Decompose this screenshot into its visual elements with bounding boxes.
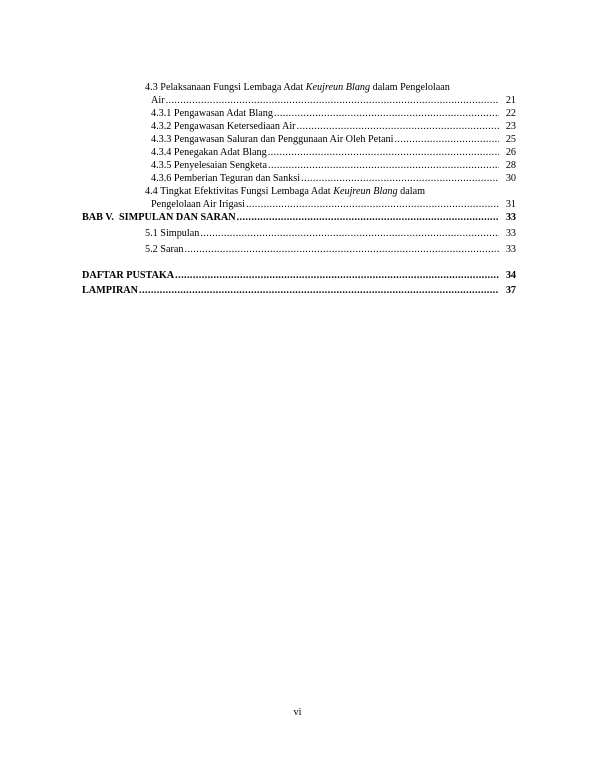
toc-leader-dots (246, 199, 499, 211)
toc-entry-4-4-text-italic: Keujreun Blang (333, 186, 398, 197)
toc-entry-4-3-text-pre: 4.3 Pelaksanaan Fungsi Lembaga Adat (145, 82, 306, 93)
toc-entry-label: 4.3.4 Penegakan Adat Blang (151, 147, 267, 158)
toc-entry-4-3-3[interactable] (151, 134, 501, 146)
toc-entry-4-3-6[interactable] (151, 173, 501, 185)
toc-entry-5-1[interactable] (145, 228, 501, 240)
toc-page-4-3-6: 30 (505, 173, 516, 184)
toc-entry-label: 4.3.5 Penyelesaian Sengketa (151, 160, 267, 171)
toc-entry-4-3-line2[interactable] (151, 95, 501, 107)
toc-entry-label: 4.3.6 Pemberian Teguran dan Sanksi (151, 173, 301, 184)
toc-leader-dots (274, 108, 499, 120)
toc-entry-4-4-label: Pengelolaan Air Irigasi (151, 199, 245, 210)
toc-entry-label: 4.3.2 Pengawasan Ketersediaan Air (151, 121, 296, 132)
toc-page-bab-5: 33 (505, 212, 516, 223)
toc-entry-daftar-pustaka[interactable] (82, 270, 501, 282)
toc-page-4-3-1: 22 (505, 108, 516, 119)
toc-page-5-2: 33 (505, 244, 516, 255)
toc-page-lampiran: 37 (505, 285, 516, 296)
toc-page-daftar-pustaka: 34 (505, 270, 516, 281)
toc-entry-4-4-text-post: dalam (397, 186, 426, 197)
toc-entry-4-3-text-italic: Keujreun Blang (305, 82, 371, 93)
toc-entry-5-2[interactable] (145, 244, 501, 256)
toc-leader-dots (166, 95, 499, 107)
toc-entry-bab-5[interactable] (82, 212, 501, 224)
toc-leader-dots (268, 160, 499, 172)
toc-leader-dots (184, 244, 499, 256)
toc-leader-dots (237, 212, 499, 224)
toc-page-4-3-4: 26 (505, 147, 516, 158)
toc-entry-label: 4.3.1 Pengawasan Adat Blang (151, 108, 273, 119)
toc-entry-label: 5.1 Simpulan (145, 228, 200, 239)
toc-page-4-3-5: 28 (505, 160, 516, 171)
toc-leader-dots (200, 228, 499, 240)
toc-entry-4-3-5[interactable] (151, 160, 501, 172)
toc-entry-label: 5.2 Saran (145, 244, 184, 255)
toc-entry-label: BAB V. SIMPULAN DAN SARAN (82, 212, 236, 223)
toc-leader-dots (139, 285, 499, 297)
toc-entry-label: 4.3.3 Pengawasan Saluran dan Penggunaan Air Oleh Petani (151, 134, 394, 145)
toc-page-5-1: 33 (505, 228, 516, 239)
toc-entry-4-3-label: Air (151, 95, 165, 106)
toc-entry-label: DAFTAR PUSTAKA (82, 270, 175, 281)
toc-leader-dots (175, 270, 499, 282)
toc-entry-4-4-text-pre: 4.4 Tingkat Efektivitas Fungsi Lembaga Adat (145, 186, 334, 197)
toc-leader-dots (297, 121, 499, 133)
toc-page-4-3-3: 25 (505, 134, 516, 145)
toc-entry-4-4-line2[interactable] (151, 199, 501, 211)
toc-leader-dots (268, 147, 499, 159)
toc-leader-dots (301, 173, 499, 185)
toc-entry-lampiran[interactable] (82, 285, 501, 297)
toc-entry-4-3-line1 (145, 82, 450, 94)
toc-leader-dots (394, 134, 499, 146)
toc-page-4-3: 21 (505, 95, 516, 106)
toc-entry-label: LAMPIRAN (82, 285, 139, 296)
toc-page-4-4: 31 (505, 199, 516, 210)
toc-entry-4-3-text-post: dalam Pengelolaan (370, 82, 450, 93)
toc-entry-4-3-1[interactable] (151, 108, 501, 120)
toc-page-4-3-2: 23 (505, 121, 516, 132)
toc-entry-4-3-2[interactable] (151, 121, 501, 133)
toc-entry-4-4-line1 (145, 186, 425, 198)
page-number: vi (293, 707, 302, 718)
toc-entry-4-3-4[interactable] (151, 147, 501, 159)
